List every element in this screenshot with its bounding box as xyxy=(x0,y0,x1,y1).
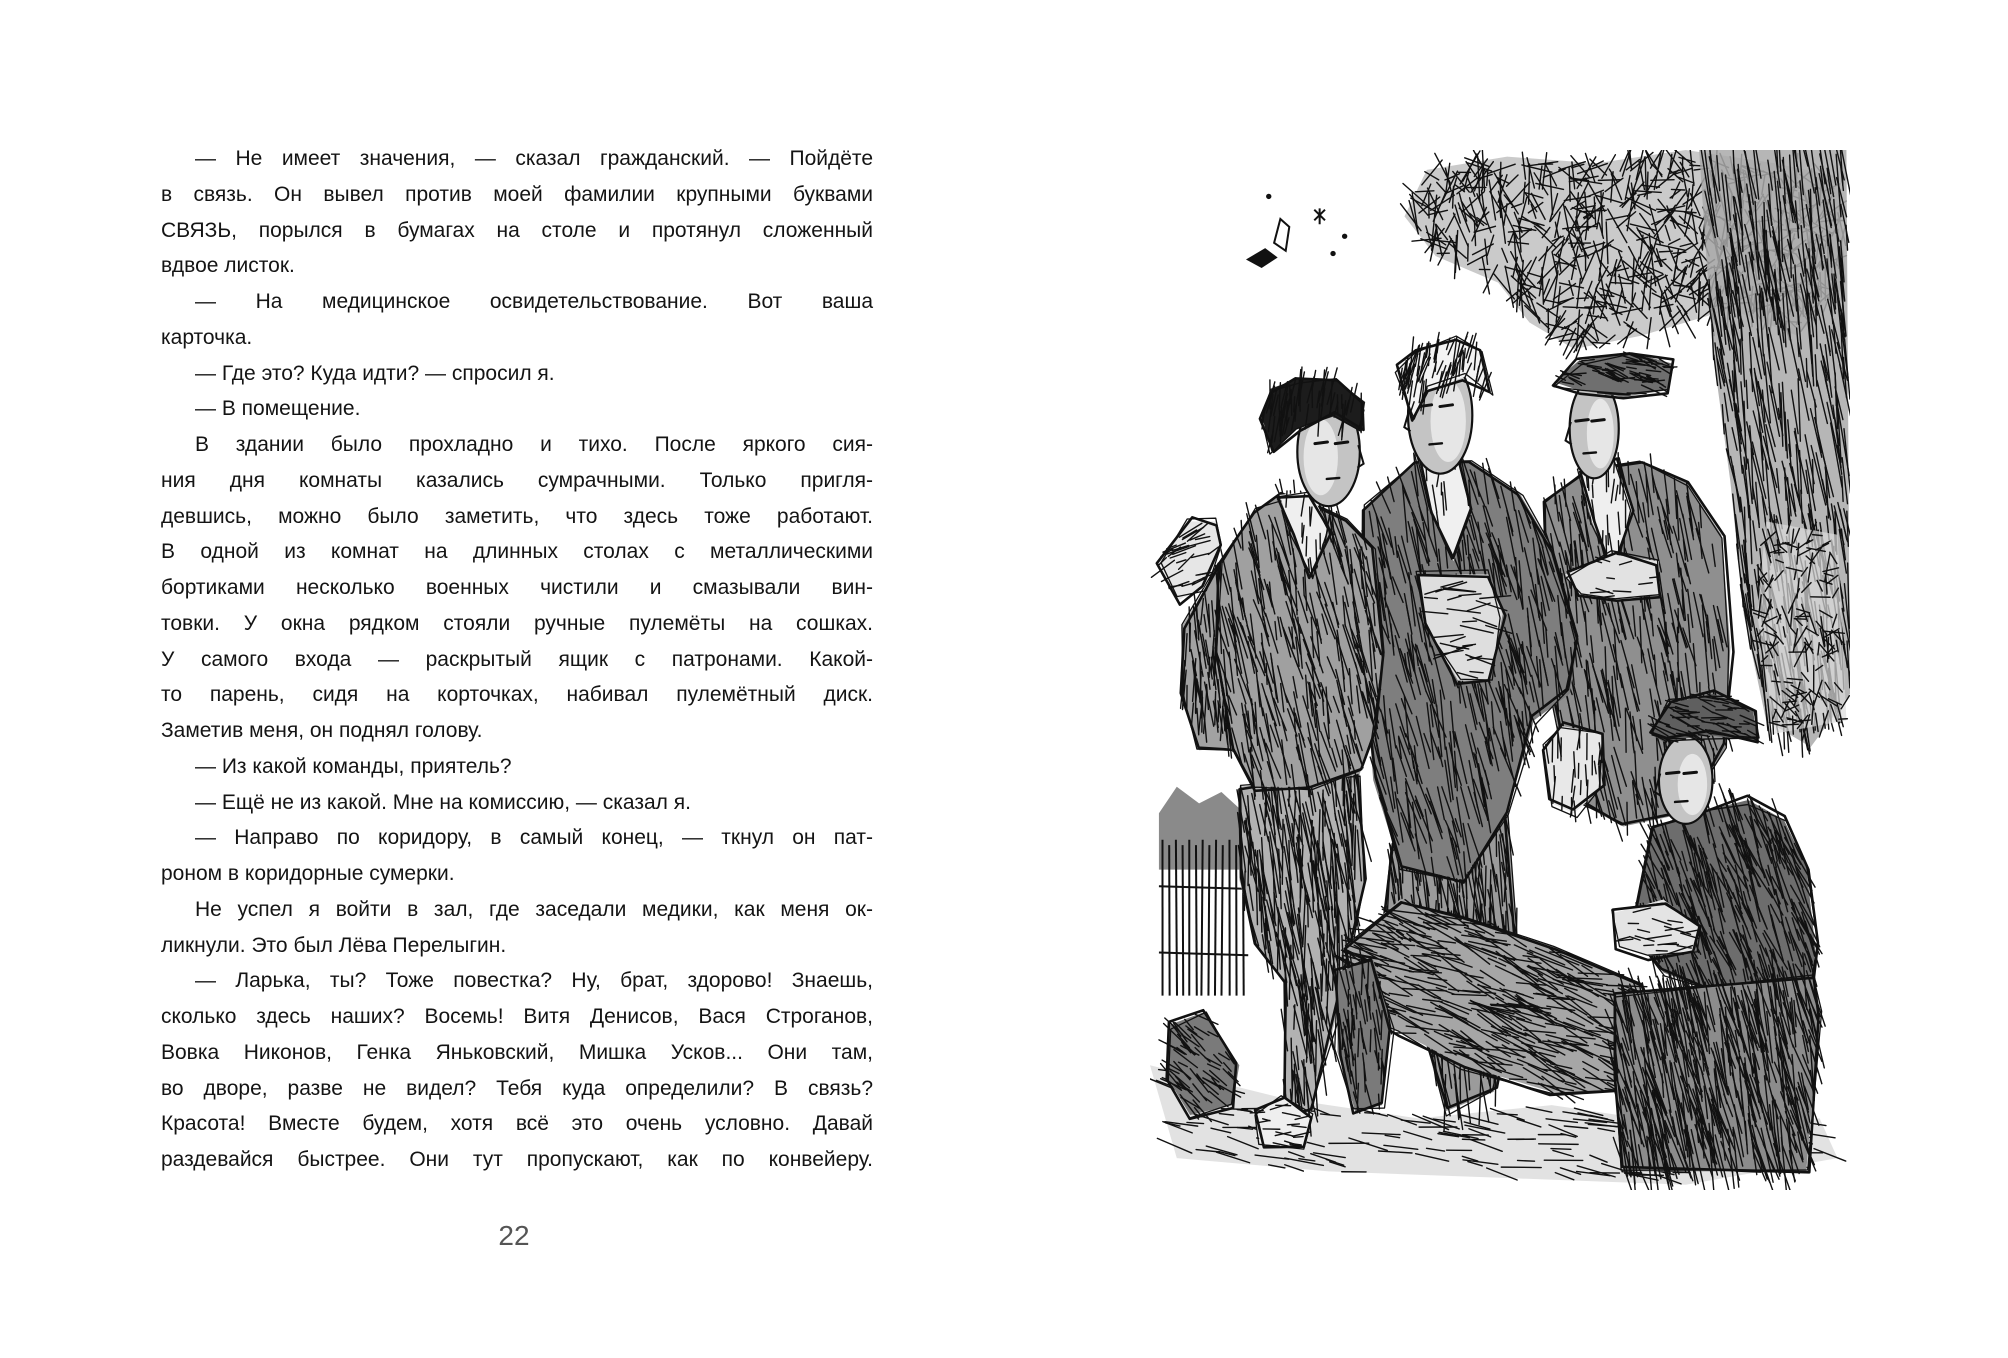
text-line: — Где это? Куда идти? — спросил я. xyxy=(195,361,555,385)
ink-stroke xyxy=(1529,164,1530,204)
ink-stroke xyxy=(1518,1160,1535,1161)
text-line: — Ещё не из какой. Мне на комиссию, — сказал я. xyxy=(195,790,691,814)
ink-stroke xyxy=(1625,708,1626,752)
ink-stroke xyxy=(1813,535,1823,536)
eye-stroke xyxy=(1684,772,1697,773)
fence-post xyxy=(1201,840,1202,996)
fence-post xyxy=(1176,840,1177,996)
ink-stroke xyxy=(1306,537,1307,556)
seated-boy-face-highlight xyxy=(1678,754,1707,815)
page-number: 22 xyxy=(498,1220,530,1251)
text-line: — В помещение. xyxy=(195,397,361,421)
fence-rail xyxy=(1159,886,1248,889)
ink-stroke xyxy=(1369,997,1370,1011)
text-line: бортиками несколько военных чистили и смазывали вин- xyxy=(161,576,873,599)
ink-stroke xyxy=(1671,189,1684,190)
text-line: ния дня комнаты казались сумрачными. Только пригля- xyxy=(161,468,873,492)
ink-stroke xyxy=(1793,716,1794,734)
ink-stroke xyxy=(1647,172,1648,199)
text-line: вдвое листок. xyxy=(161,254,295,278)
ink-stroke xyxy=(1580,226,1596,227)
eye-stroke xyxy=(1592,420,1605,421)
text-line: Вовка Никонов, Генка Яньковский, Мишка Усков... Они там, xyxy=(161,1040,873,1064)
ink-stroke xyxy=(1613,591,1631,592)
fence-post xyxy=(1215,840,1216,996)
fence xyxy=(1159,787,1248,996)
text-line: сколько здесь наших? Восемь! Витя Денисов, Вася Строганов, xyxy=(161,1005,873,1028)
eye-stroke xyxy=(1335,442,1348,444)
text-line: — Из какой команды, приятель? xyxy=(195,754,512,778)
ink-stroke xyxy=(1379,1094,1380,1109)
boy-3-face-highlight xyxy=(1587,399,1614,469)
ink-stroke xyxy=(1291,390,1292,415)
ink-stroke xyxy=(1648,381,1658,382)
body-text xyxy=(161,0,873,1358)
eye-stroke xyxy=(1315,442,1328,444)
text-line: — На медицинское освидетельствование. Вот ваша xyxy=(195,290,873,313)
ink-stroke xyxy=(1299,385,1300,405)
ink-stroke xyxy=(1248,857,1249,885)
eye-stroke xyxy=(1576,420,1589,421)
text-line: товки. У окна рядком стояли ручные пулемёты на сошках. xyxy=(161,611,873,635)
ink-stroke xyxy=(1294,1137,1303,1138)
butterfly-wing xyxy=(1246,248,1278,268)
butterfly xyxy=(1246,219,1289,268)
ink-stroke xyxy=(1308,895,1309,927)
text-line: В одной из комнат на длинных столах с металлическими xyxy=(161,540,873,564)
text-line: то парень, сидя на корточках, набивал пулемётный диск. xyxy=(161,683,873,707)
ink-stroke xyxy=(1794,619,1806,620)
fence-post xyxy=(1196,845,1197,996)
text-line: Красота! Вместе будем, хотя всё это очень условно. Давай xyxy=(161,1112,873,1136)
ink-stroke xyxy=(1607,578,1615,579)
ink-stroke xyxy=(1740,339,1741,374)
ink-stroke xyxy=(1266,664,1267,685)
mouth-stroke xyxy=(1327,478,1340,479)
ink-stroke xyxy=(1782,724,1798,725)
ink-stroke xyxy=(1490,870,1491,913)
text-line: Заметив меня, он поднял голову. xyxy=(161,719,483,742)
text-line: У самого входа — раскрытый ящик с патронами. Какой- xyxy=(161,647,873,671)
insect xyxy=(1342,234,1347,239)
ink-stroke xyxy=(1321,974,1322,1001)
ink-stroke xyxy=(1462,1139,1484,1140)
ink-stroke xyxy=(1370,1030,1371,1052)
ink-stroke xyxy=(1287,1124,1299,1125)
mouth-stroke xyxy=(1675,801,1688,802)
text-line: во дворе, разве не видел? Тебя куда определили? В связь? xyxy=(161,1076,873,1100)
boy-3-cap xyxy=(1553,352,1677,398)
eye-stroke xyxy=(1667,772,1680,773)
ink-stroke xyxy=(1554,766,1555,782)
ink-stroke xyxy=(1304,1060,1305,1105)
ink-stroke xyxy=(1415,191,1434,192)
boy-1-face-highlight xyxy=(1304,419,1338,495)
ink-stroke xyxy=(1551,1149,1571,1150)
text-line: ликнули. Это был Лёва Перелыгин. xyxy=(161,933,507,957)
ink-stroke xyxy=(1772,681,1780,682)
ink-stroke xyxy=(1453,186,1454,208)
text-line: Не успел я войти в зал, где заседали медики, как меня ок- xyxy=(195,897,873,921)
text-line: карточка. xyxy=(161,325,253,349)
ink-stroke xyxy=(1426,948,1447,949)
ink-stroke xyxy=(1577,298,1589,299)
ink-stroke xyxy=(1316,1021,1317,1076)
text-line: девшись, можно было заметить, что здесь тоже работают. xyxy=(161,504,873,528)
text-line: СВЯЗЬ, порылся в бумагах на столе и протянул сложенный xyxy=(161,218,873,242)
ink-stroke xyxy=(1355,833,1356,879)
ink-stroke xyxy=(1645,160,1646,193)
text-line: роном в коридорные сумерки. xyxy=(161,862,455,885)
butterfly-wing xyxy=(1274,219,1289,251)
text-line: раздевайся быстрее. Они тут пропускают, как по конвейеру. xyxy=(161,1148,873,1171)
eye-stroke xyxy=(1440,405,1453,407)
insect xyxy=(1314,208,1325,224)
fence-post xyxy=(1221,845,1222,996)
mouth-stroke xyxy=(1583,452,1596,453)
ink-stroke xyxy=(1788,719,1796,720)
fence-post xyxy=(1208,845,1209,996)
mouth-stroke xyxy=(1429,443,1442,444)
ink-stroke xyxy=(1592,485,1593,497)
insect xyxy=(1266,194,1271,199)
ink-stroke xyxy=(1702,717,1728,718)
text-line: В здании было прохладно и тихо. После яркого сия- xyxy=(195,433,873,456)
fence-post xyxy=(1183,845,1184,996)
ink-stroke xyxy=(1702,289,1703,305)
text-line: — Не имеет значения, — сказал гражданский. — Пойдёте xyxy=(195,147,873,170)
ink-stroke xyxy=(1463,621,1477,622)
ink-stroke xyxy=(1539,1144,1578,1145)
right-page xyxy=(1004,0,2008,1358)
ink-stroke xyxy=(1734,708,1744,709)
boy-2-face-highlight xyxy=(1431,380,1466,462)
illustration xyxy=(1150,150,1850,1190)
ink-stroke xyxy=(1580,781,1581,795)
text-line: — Направо по коридору, в самый конец, — ткнул он пат- xyxy=(195,826,873,850)
ink-stroke xyxy=(1381,1011,1382,1040)
ink-stroke xyxy=(1485,866,1486,906)
insect xyxy=(1330,251,1335,256)
fence-rail xyxy=(1159,953,1248,956)
text-line: — Ларька, ты? Тоже повестка? Ну, брат, здорово! Знаешь, xyxy=(195,969,873,993)
ink-stroke xyxy=(1303,577,1304,595)
ink-stroke xyxy=(1598,180,1621,181)
ink-stroke xyxy=(1800,720,1810,721)
text-line: в связь. Он вывел против моей фамилии крупными буквами xyxy=(161,182,873,206)
ink-stroke xyxy=(1651,180,1674,181)
ink-stroke xyxy=(1806,359,1807,388)
ink-stroke xyxy=(1644,945,1654,946)
